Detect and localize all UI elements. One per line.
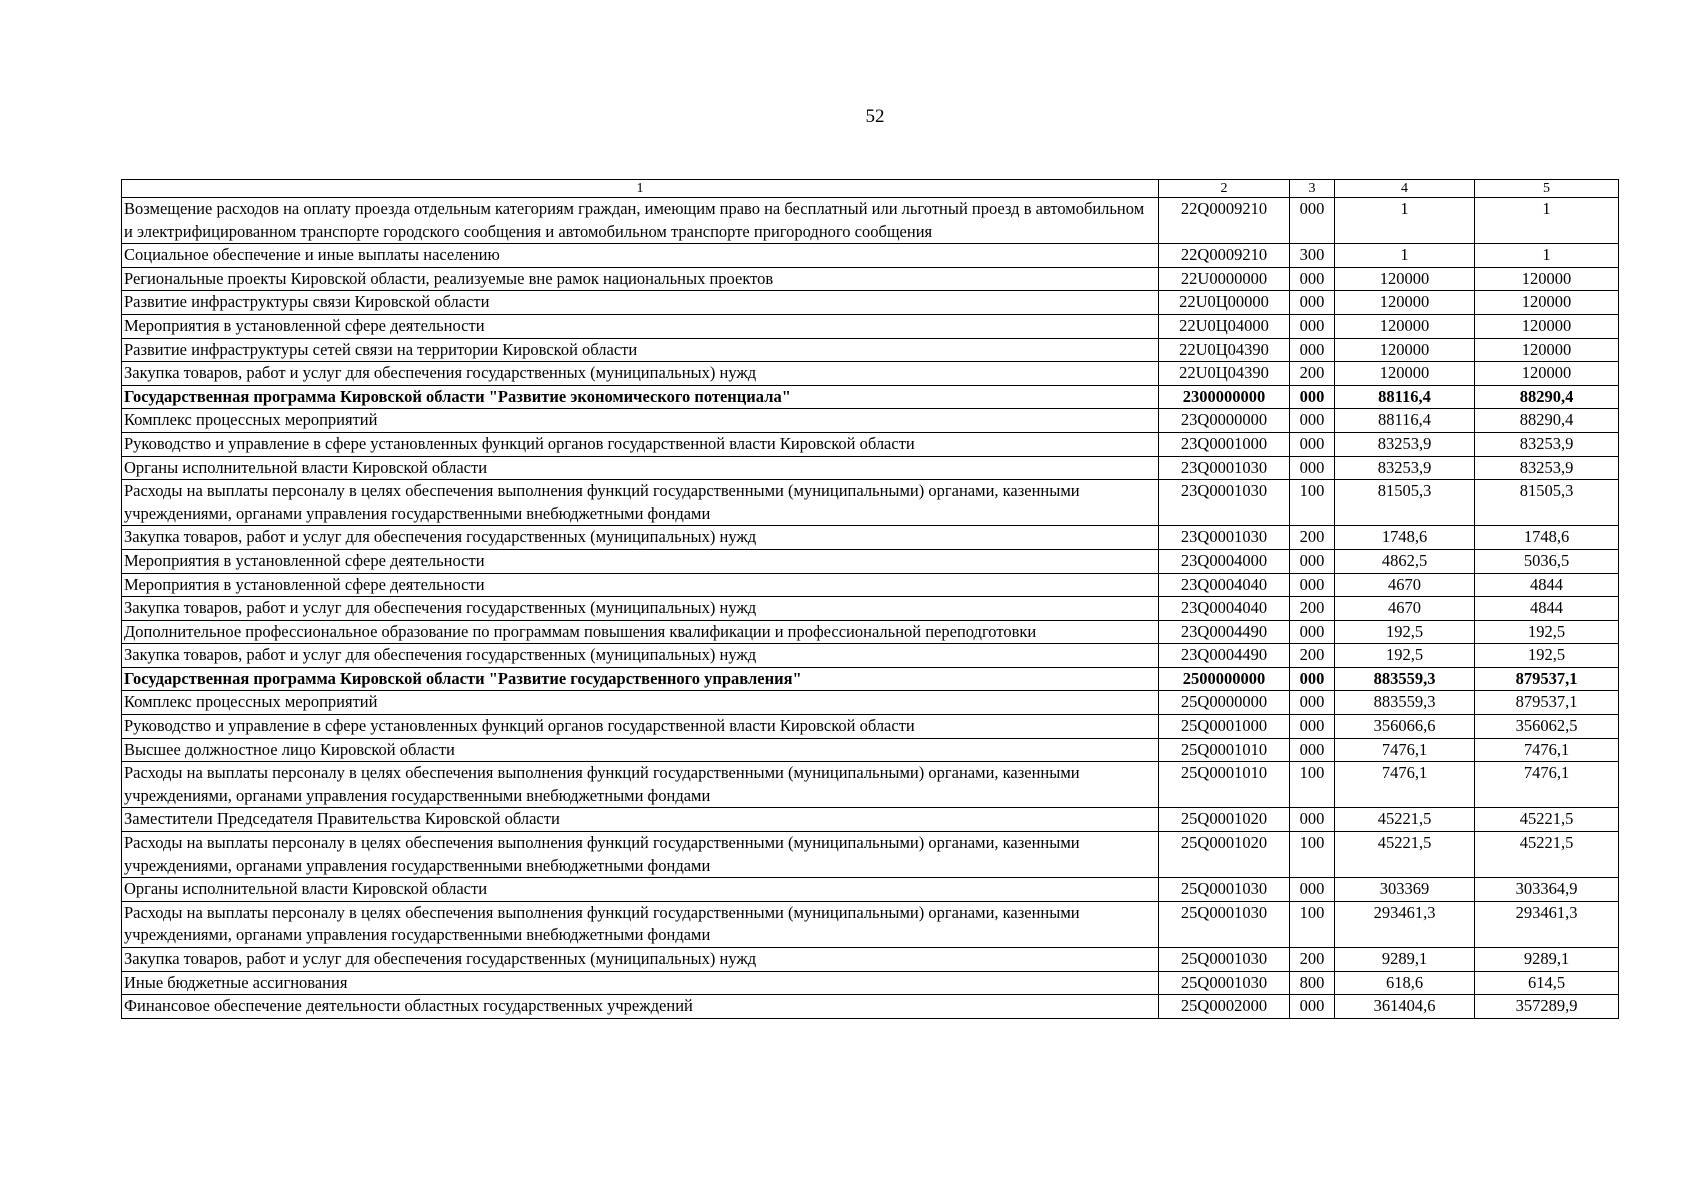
row-code-cell: 23Q0004490 bbox=[1159, 620, 1290, 644]
row-amount-col4-cell: 4670 bbox=[1335, 573, 1475, 597]
table-row bbox=[122, 409, 1619, 433]
row-expense-type-cell: 000 bbox=[1290, 291, 1335, 315]
table-row bbox=[122, 715, 1619, 739]
column-header: 4 bbox=[1335, 180, 1475, 198]
row-amount-col4-cell: 192,5 bbox=[1335, 644, 1475, 668]
table-row bbox=[122, 620, 1619, 644]
table-row bbox=[122, 808, 1619, 832]
row-amount-col5-cell: 83253,9 bbox=[1475, 432, 1619, 456]
table-row bbox=[122, 244, 1619, 268]
row-amount-col4-cell: 88116,4 bbox=[1335, 385, 1475, 409]
row-name-cell: Государственная программа Кировской области "Развитие государственного управления" bbox=[122, 667, 1159, 691]
row-amount-col4-cell: 45221,5 bbox=[1335, 808, 1475, 832]
row-amount-col4-cell: 361404,6 bbox=[1335, 995, 1475, 1019]
table-row bbox=[122, 314, 1619, 338]
row-amount-col4-cell: 883559,3 bbox=[1335, 691, 1475, 715]
row-amount-col4-cell: 7476,1 bbox=[1335, 738, 1475, 762]
row-amount-col4-cell: 81505,3 bbox=[1335, 480, 1475, 526]
table-row bbox=[122, 762, 1619, 808]
row-name-cell: Развитие инфраструктуры связи Кировской области bbox=[122, 291, 1159, 315]
row-name-cell: Комплекс процессных мероприятий bbox=[122, 409, 1159, 433]
row-name-cell: Комплекс процессных мероприятий bbox=[122, 691, 1159, 715]
row-name-cell: Социальное обеспечение и иные выплаты населению bbox=[122, 244, 1159, 268]
row-amount-col4-cell: 4670 bbox=[1335, 597, 1475, 621]
row-code-cell: 2500000000 bbox=[1159, 667, 1290, 691]
column-header: 1 bbox=[122, 180, 1159, 198]
table-row bbox=[122, 738, 1619, 762]
row-code-cell: 25Q0001000 bbox=[1159, 715, 1290, 739]
row-name-cell: Расходы на выплаты персоналу в целях обеспечения выполнения функций государственными (муниципальными) органами, казенными учреждениями, органами управления государственными внебюджетными фондами bbox=[122, 832, 1159, 878]
row-amount-col5-cell: 83253,9 bbox=[1475, 456, 1619, 480]
row-amount-col5-cell: 5036,5 bbox=[1475, 549, 1619, 573]
row-name-cell: Расходы на выплаты персоналу в целях обеспечения выполнения функций государственными (муниципальными) органами, казенными учреждениями, органами управления государственными внебюджетными фондами bbox=[122, 762, 1159, 808]
row-amount-col4-cell: 45221,5 bbox=[1335, 832, 1475, 878]
row-expense-type-cell: 000 bbox=[1290, 738, 1335, 762]
row-expense-type-cell: 000 bbox=[1290, 338, 1335, 362]
row-name-cell: Государственная программа Кировской области "Развитие экономического потенциала" bbox=[122, 385, 1159, 409]
row-expense-type-cell: 000 bbox=[1290, 808, 1335, 832]
table-row bbox=[122, 385, 1619, 409]
row-amount-col4-cell: 1 bbox=[1335, 244, 1475, 268]
row-amount-col4-cell: 4862,5 bbox=[1335, 549, 1475, 573]
row-expense-type-cell: 300 bbox=[1290, 244, 1335, 268]
row-amount-col5-cell: 88290,4 bbox=[1475, 385, 1619, 409]
row-expense-type-cell: 000 bbox=[1290, 456, 1335, 480]
row-amount-col5-cell: 356062,5 bbox=[1475, 715, 1619, 739]
row-amount-col4-cell: 83253,9 bbox=[1335, 456, 1475, 480]
table-row bbox=[122, 549, 1619, 573]
row-expense-type-cell: 100 bbox=[1290, 480, 1335, 526]
row-expense-type-cell: 000 bbox=[1290, 409, 1335, 433]
row-expense-type-cell: 800 bbox=[1290, 971, 1335, 995]
row-amount-col5-cell: 879537,1 bbox=[1475, 667, 1619, 691]
row-amount-col5-cell: 4844 bbox=[1475, 573, 1619, 597]
row-amount-col4-cell: 7476,1 bbox=[1335, 762, 1475, 808]
row-name-cell: Руководство и управление в сфере установленных функций органов государственной власти Кировской области bbox=[122, 715, 1159, 739]
row-code-cell: 23Q0004490 bbox=[1159, 644, 1290, 668]
row-amount-col4-cell: 120000 bbox=[1335, 338, 1475, 362]
row-amount-col4-cell: 120000 bbox=[1335, 291, 1475, 315]
table-row bbox=[122, 832, 1619, 878]
row-code-cell: 23Q0004040 bbox=[1159, 597, 1290, 621]
row-code-cell: 22Q0009210 bbox=[1159, 198, 1290, 244]
row-expense-type-cell: 100 bbox=[1290, 901, 1335, 947]
table-row bbox=[122, 995, 1619, 1019]
row-code-cell: 22Q0009210 bbox=[1159, 244, 1290, 268]
row-amount-col5-cell: 120000 bbox=[1475, 314, 1619, 338]
row-amount-col4-cell: 120000 bbox=[1335, 267, 1475, 291]
row-code-cell: 2300000000 bbox=[1159, 385, 1290, 409]
table-row bbox=[122, 480, 1619, 526]
row-amount-col4-cell: 83253,9 bbox=[1335, 432, 1475, 456]
table-row bbox=[122, 362, 1619, 386]
row-code-cell: 25Q0001020 bbox=[1159, 832, 1290, 878]
row-name-cell: Расходы на выплаты персоналу в целях обеспечения выполнения функций государственными (муниципальными) органами, казенными учреждениями, органами управления государственными внебюджетными фондами bbox=[122, 480, 1159, 526]
row-name-cell: Руководство и управление в сфере установленных функций органов государственной власти Кировской области bbox=[122, 432, 1159, 456]
row-name-cell: Закупка товаров, работ и услуг для обеспечения государственных (муниципальных) нужд bbox=[122, 644, 1159, 668]
column-header: 3 bbox=[1290, 180, 1335, 198]
row-expense-type-cell: 000 bbox=[1290, 620, 1335, 644]
row-amount-col5-cell: 120000 bbox=[1475, 267, 1619, 291]
column-header: 5 bbox=[1475, 180, 1619, 198]
row-expense-type-cell: 200 bbox=[1290, 362, 1335, 386]
row-name-cell: Мероприятия в установленной сфере деятельности bbox=[122, 314, 1159, 338]
row-name-cell: Закупка товаров, работ и услуг для обеспечения государственных (муниципальных) нужд bbox=[122, 948, 1159, 972]
row-expense-type-cell: 200 bbox=[1290, 526, 1335, 550]
row-amount-col5-cell: 614,5 bbox=[1475, 971, 1619, 995]
column-header: 2 bbox=[1159, 180, 1290, 198]
row-name-cell: Органы исполнительной власти Кировской области bbox=[122, 878, 1159, 902]
row-amount-col4-cell: 1748,6 bbox=[1335, 526, 1475, 550]
row-amount-col5-cell: 45221,5 bbox=[1475, 832, 1619, 878]
row-amount-col5-cell: 192,5 bbox=[1475, 620, 1619, 644]
row-expense-type-cell: 000 bbox=[1290, 198, 1335, 244]
row-name-cell: Расходы на выплаты персоналу в целях обеспечения выполнения функций государственными (муниципальными) органами, казенными учреждениями, органами управления государственными внебюджетными фондами bbox=[122, 901, 1159, 947]
row-code-cell: 23Q0004000 bbox=[1159, 549, 1290, 573]
page-number: 52 bbox=[865, 106, 885, 127]
table-row bbox=[122, 432, 1619, 456]
row-amount-col4-cell: 883559,3 bbox=[1335, 667, 1475, 691]
table-row bbox=[122, 291, 1619, 315]
row-code-cell: 22U0000000 bbox=[1159, 267, 1290, 291]
row-amount-col5-cell: 81505,3 bbox=[1475, 480, 1619, 526]
row-amount-col4-cell: 303369 bbox=[1335, 878, 1475, 902]
table-row bbox=[122, 948, 1619, 972]
row-amount-col5-cell: 7476,1 bbox=[1475, 762, 1619, 808]
table-row bbox=[122, 667, 1619, 691]
table-row bbox=[122, 597, 1619, 621]
row-amount-col5-cell: 1 bbox=[1475, 244, 1619, 268]
row-expense-type-cell: 100 bbox=[1290, 762, 1335, 808]
row-code-cell: 25Q0001030 bbox=[1159, 878, 1290, 902]
row-amount-col4-cell: 293461,3 bbox=[1335, 901, 1475, 947]
row-expense-type-cell: 000 bbox=[1290, 432, 1335, 456]
row-amount-col5-cell: 120000 bbox=[1475, 338, 1619, 362]
row-code-cell: 22U0Ц04390 bbox=[1159, 338, 1290, 362]
row-amount-col5-cell: 1 bbox=[1475, 198, 1619, 244]
row-amount-col5-cell: 1748,6 bbox=[1475, 526, 1619, 550]
table-row bbox=[122, 878, 1619, 902]
row-name-cell: Мероприятия в установленной сфере деятельности bbox=[122, 549, 1159, 573]
table-row bbox=[122, 644, 1619, 668]
row-amount-col4-cell: 1 bbox=[1335, 198, 1475, 244]
row-name-cell: Финансовое обеспечение деятельности областных государственных учреждений bbox=[122, 995, 1159, 1019]
row-name-cell: Закупка товаров, работ и услуг для обеспечения государственных (муниципальных) нужд bbox=[122, 597, 1159, 621]
table-row bbox=[122, 691, 1619, 715]
row-expense-type-cell: 000 bbox=[1290, 267, 1335, 291]
row-name-cell: Заместители Председателя Правительства Кировской области bbox=[122, 808, 1159, 832]
row-amount-col5-cell: 88290,4 bbox=[1475, 409, 1619, 433]
row-expense-type-cell: 000 bbox=[1290, 573, 1335, 597]
row-code-cell: 25Q0000000 bbox=[1159, 691, 1290, 715]
row-expense-type-cell: 200 bbox=[1290, 644, 1335, 668]
row-name-cell: Органы исполнительной власти Кировской области bbox=[122, 456, 1159, 480]
row-code-cell: 25Q0001010 bbox=[1159, 762, 1290, 808]
row-expense-type-cell: 200 bbox=[1290, 948, 1335, 972]
table-row bbox=[122, 573, 1619, 597]
table-row bbox=[122, 526, 1619, 550]
row-code-cell: 23Q0001030 bbox=[1159, 456, 1290, 480]
row-expense-type-cell: 000 bbox=[1290, 691, 1335, 715]
row-amount-col5-cell: 357289,9 bbox=[1475, 995, 1619, 1019]
row-name-cell: Дополнительное профессиональное образование по программам повышения квалификации и профессиональной переподготовки bbox=[122, 620, 1159, 644]
row-name-cell: Региональные проекты Кировской области, реализуемые вне рамок национальных проектов bbox=[122, 267, 1159, 291]
row-name-cell: Развитие инфраструктуры сетей связи на территории Кировской области bbox=[122, 338, 1159, 362]
table-body bbox=[122, 198, 1619, 1019]
row-code-cell: 22U0Ц04000 bbox=[1159, 314, 1290, 338]
row-amount-col5-cell: 120000 bbox=[1475, 362, 1619, 386]
row-expense-type-cell: 200 bbox=[1290, 597, 1335, 621]
row-name-cell: Высшее должностное лицо Кировской области bbox=[122, 738, 1159, 762]
row-amount-col5-cell: 303364,9 bbox=[1475, 878, 1619, 902]
row-code-cell: 25Q0001030 bbox=[1159, 901, 1290, 947]
row-name-cell: Мероприятия в установленной сфере деятельности bbox=[122, 573, 1159, 597]
row-code-cell: 23Q0000000 bbox=[1159, 409, 1290, 433]
row-amount-col4-cell: 192,5 bbox=[1335, 620, 1475, 644]
row-amount-col4-cell: 120000 bbox=[1335, 314, 1475, 338]
row-code-cell: 22U0Ц00000 bbox=[1159, 291, 1290, 315]
row-name-cell: Закупка товаров, работ и услуг для обеспечения государственных (муниципальных) нужд bbox=[122, 526, 1159, 550]
budget-table bbox=[121, 179, 1619, 1019]
row-expense-type-cell: 000 bbox=[1290, 715, 1335, 739]
table-row bbox=[122, 971, 1619, 995]
table-row bbox=[122, 338, 1619, 362]
row-amount-col4-cell: 9289,1 bbox=[1335, 948, 1475, 972]
row-code-cell: 25Q0001030 bbox=[1159, 971, 1290, 995]
row-amount-col5-cell: 293461,3 bbox=[1475, 901, 1619, 947]
row-amount-col5-cell: 45221,5 bbox=[1475, 808, 1619, 832]
row-code-cell: 22U0Ц04390 bbox=[1159, 362, 1290, 386]
table-row bbox=[122, 901, 1619, 947]
row-expense-type-cell: 000 bbox=[1290, 314, 1335, 338]
row-expense-type-cell: 100 bbox=[1290, 832, 1335, 878]
row-amount-col4-cell: 356066,6 bbox=[1335, 715, 1475, 739]
row-code-cell: 23Q0001030 bbox=[1159, 480, 1290, 526]
row-code-cell: 25Q0002000 bbox=[1159, 995, 1290, 1019]
row-name-cell: Иные бюджетные ассигнования bbox=[122, 971, 1159, 995]
row-amount-col5-cell: 4844 bbox=[1475, 597, 1619, 621]
row-amount-col4-cell: 618,6 bbox=[1335, 971, 1475, 995]
row-expense-type-cell: 000 bbox=[1290, 667, 1335, 691]
table-row bbox=[122, 198, 1619, 244]
row-code-cell: 23Q0001000 bbox=[1159, 432, 1290, 456]
row-name-cell: Возмещение расходов на оплату проезда отдельным категориям граждан, имеющим право на бесплатный или льготный проезд в автомобильном и электрифицированном транспорте городского сообщения и автомобильном транспорте пригородного сообщения bbox=[122, 198, 1159, 244]
row-amount-col5-cell: 879537,1 bbox=[1475, 691, 1619, 715]
table-row bbox=[122, 456, 1619, 480]
row-expense-type-cell: 000 bbox=[1290, 549, 1335, 573]
table-header-row bbox=[122, 180, 1619, 198]
row-code-cell: 25Q0001030 bbox=[1159, 948, 1290, 972]
row-code-cell: 23Q0004040 bbox=[1159, 573, 1290, 597]
table-row bbox=[122, 267, 1619, 291]
row-expense-type-cell: 000 bbox=[1290, 995, 1335, 1019]
row-expense-type-cell: 000 bbox=[1290, 385, 1335, 409]
row-amount-col5-cell: 7476,1 bbox=[1475, 738, 1619, 762]
row-amount-col5-cell: 9289,1 bbox=[1475, 948, 1619, 972]
row-name-cell: Закупка товаров, работ и услуг для обеспечения государственных (муниципальных) нужд bbox=[122, 362, 1159, 386]
row-code-cell: 25Q0001010 bbox=[1159, 738, 1290, 762]
row-expense-type-cell: 000 bbox=[1290, 878, 1335, 902]
row-amount-col5-cell: 192,5 bbox=[1475, 644, 1619, 668]
row-code-cell: 23Q0001030 bbox=[1159, 526, 1290, 550]
row-amount-col5-cell: 120000 bbox=[1475, 291, 1619, 315]
row-amount-col4-cell: 120000 bbox=[1335, 362, 1475, 386]
row-amount-col4-cell: 88116,4 bbox=[1335, 409, 1475, 433]
row-code-cell: 25Q0001020 bbox=[1159, 808, 1290, 832]
